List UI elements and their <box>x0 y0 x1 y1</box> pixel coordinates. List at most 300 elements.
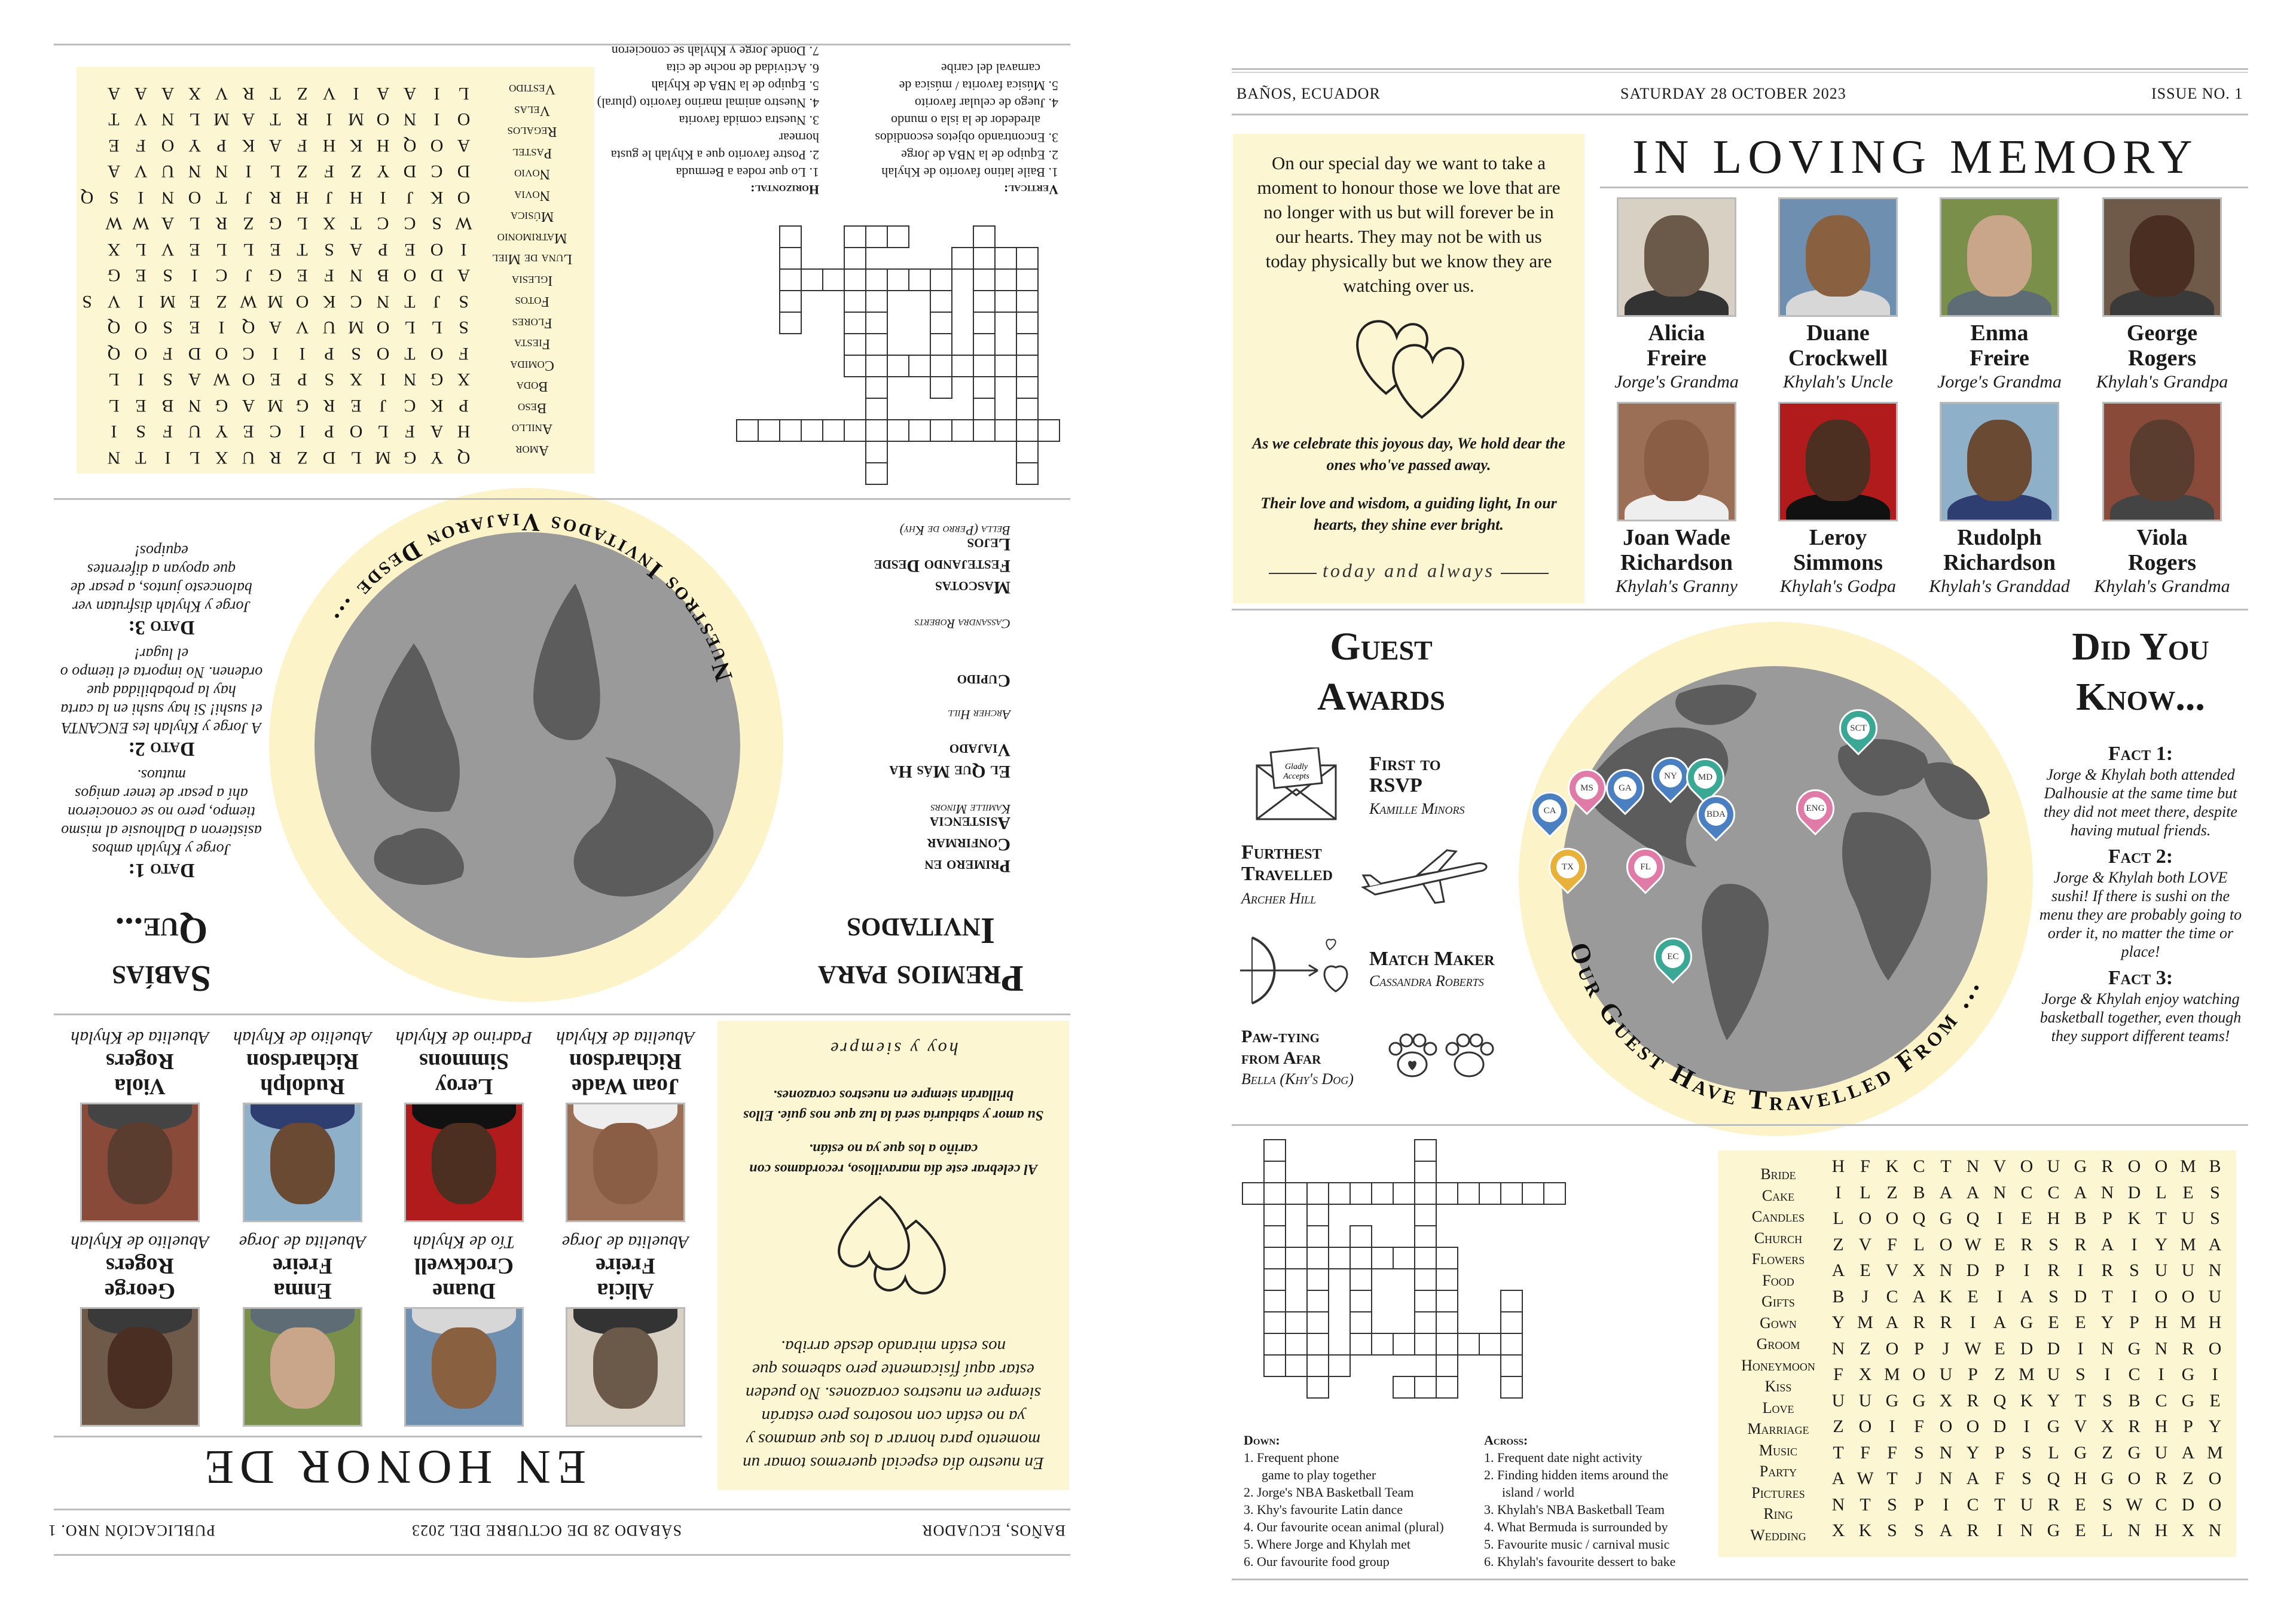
wordsearch-letter[interactable]: N <box>2127 1521 2141 1540</box>
wordsearch-letter[interactable]: P <box>324 422 334 442</box>
crossword-cell[interactable] <box>866 398 887 420</box>
wordsearch-letter[interactable]: H <box>2074 1469 2087 1488</box>
wordsearch-letter[interactable]: R <box>1967 1390 1979 1411</box>
crossword-cell[interactable] <box>866 441 887 463</box>
crossword-cell[interactable] <box>844 420 866 441</box>
wordsearch-letter[interactable]: O <box>349 422 363 442</box>
wordsearch-letter[interactable]: E <box>135 396 146 416</box>
crossword-cell[interactable] <box>737 420 758 441</box>
wordsearch-letter[interactable]: N <box>349 265 363 286</box>
wordsearch-letter[interactable]: H <box>376 136 390 155</box>
wordsearch-letter[interactable]: I <box>1996 1521 2003 1540</box>
wordsearch-letter[interactable]: S <box>2022 1469 2032 1488</box>
wordsearch-letter[interactable]: G <box>107 265 121 286</box>
wordsearch-letter[interactable]: H <box>457 422 471 442</box>
crossword-cell[interactable] <box>887 226 909 248</box>
wordsearch-letter[interactable]: N <box>107 448 121 468</box>
wordsearch-letter[interactable]: Q <box>107 344 121 364</box>
wordsearch-letter[interactable]: V <box>134 109 148 130</box>
wordsearch-letter[interactable]: I <box>164 448 171 468</box>
wordsearch-letter[interactable]: O <box>376 344 390 364</box>
wordsearch-letter[interactable]: Y <box>430 448 444 468</box>
wordsearch-letter[interactable]: A <box>430 422 444 442</box>
wordsearch-letter[interactable]: K <box>2127 1208 2141 1228</box>
crossword-cell[interactable] <box>866 377 887 398</box>
wordsearch-letter[interactable]: P <box>324 344 334 364</box>
wordsearch-letter[interactable]: W <box>2126 1494 2143 1515</box>
wordsearch-letter[interactable]: T <box>350 213 362 234</box>
wordsearch-letter[interactable]: I <box>299 344 306 364</box>
wordsearch-letter[interactable]: R <box>2155 1469 2167 1488</box>
wordsearch-letter[interactable]: U <box>188 422 201 442</box>
wordsearch-letter[interactable]: L <box>189 109 200 130</box>
wordsearch-letter[interactable]: A <box>2100 1234 2114 1254</box>
wordsearch-letter[interactable]: B <box>161 396 174 416</box>
wordsearch-letter[interactable]: Y <box>1831 1312 1845 1332</box>
wordsearch-letter[interactable]: T <box>2102 1286 2113 1306</box>
wordsearch-letter[interactable]: I <box>2104 1364 2111 1384</box>
crossword-cell[interactable] <box>1372 1183 1393 1204</box>
wordsearch-letter[interactable]: S <box>1887 1494 1897 1515</box>
crossword-cell[interactable] <box>1393 1247 1415 1269</box>
crossword-cell[interactable] <box>1436 1290 1458 1312</box>
wordsearch-letter[interactable]: U <box>322 318 336 338</box>
wordsearch-letter[interactable]: O <box>2020 1156 2034 1176</box>
wordsearch-letter[interactable]: O <box>2208 1494 2222 1515</box>
crossword-cell[interactable] <box>1329 1355 1350 1376</box>
wordsearch-letter[interactable]: M <box>2180 1156 2196 1176</box>
wordsearch-letter[interactable]: D <box>1993 1417 2007 1436</box>
crossword-cell[interactable] <box>1016 355 1038 377</box>
crossword-cell[interactable] <box>1016 312 1038 334</box>
wordsearch-letter[interactable]: R <box>215 213 228 234</box>
crossword-cell[interactable] <box>995 248 1016 269</box>
wordsearch-letter[interactable]: H <box>2047 1208 2060 1228</box>
wordsearch-letter[interactable]: X <box>1912 1260 1926 1280</box>
wordsearch-letter[interactable]: K <box>242 136 255 155</box>
crossword-cell[interactable] <box>1264 1290 1286 1312</box>
wordsearch-letter[interactable]: L <box>404 318 416 338</box>
crossword-cell[interactable] <box>887 355 909 377</box>
wordsearch-letter[interactable]: Z <box>297 448 308 468</box>
wordsearch-letter[interactable]: L <box>297 213 308 234</box>
crossword-cell[interactable] <box>1307 1355 1329 1376</box>
wordsearch-letter[interactable]: Z <box>1994 1364 2005 1384</box>
wordsearch-letter[interactable]: I <box>460 240 467 260</box>
wordsearch-letter[interactable]: I <box>2158 1364 2164 1384</box>
wordsearch-letter[interactable]: A <box>242 109 255 130</box>
wordsearch-letter[interactable]: N <box>161 109 175 130</box>
crossword-cell[interactable] <box>1544 1183 1565 1204</box>
crossword-cell[interactable] <box>1016 441 1038 463</box>
wordsearch-letter[interactable]: R <box>2128 1417 2141 1436</box>
crossword-cell[interactable] <box>1016 463 1038 484</box>
wordsearch-letter[interactable]: E <box>2182 1182 2194 1202</box>
wordsearch-letter[interactable]: A <box>1831 1260 1845 1280</box>
crossword-cell[interactable] <box>1415 1312 1436 1333</box>
wordsearch-letter[interactable]: C <box>215 265 228 286</box>
crossword-cell[interactable] <box>1264 1140 1286 1161</box>
wordsearch-letter[interactable]: I <box>433 84 440 103</box>
wordsearch-letter[interactable]: Q <box>1993 1390 2007 1411</box>
crossword-cell[interactable] <box>1286 1183 1307 1204</box>
wordsearch-letter[interactable]: A <box>107 161 121 182</box>
wordsearch-letter[interactable]: C <box>2155 1390 2167 1411</box>
wordsearch-letter[interactable]: S <box>163 265 173 286</box>
wordsearch-letter[interactable]: T <box>270 109 281 130</box>
wordsearch-letter[interactable]: A <box>107 84 121 103</box>
wordsearch-letter[interactable]: O <box>134 318 148 338</box>
wordsearch-letter[interactable]: F <box>297 136 307 155</box>
wordsearch-letter[interactable]: X <box>457 370 471 390</box>
wordsearch-letter[interactable]: A <box>161 213 175 234</box>
wordsearch-letter[interactable]: N <box>1993 1182 2007 1202</box>
wordsearch-letter[interactable]: A <box>2020 1286 2034 1306</box>
wordsearch-letter[interactable]: O <box>2208 1469 2222 1488</box>
crossword-cell[interactable] <box>844 355 866 377</box>
wordsearch-letter[interactable]: B <box>2074 1208 2087 1228</box>
crossword-cell[interactable] <box>1501 1333 1522 1355</box>
wordsearch-letter[interactable]: G <box>2127 1338 2141 1359</box>
wordsearch-letter[interactable]: O <box>1858 1417 1872 1436</box>
wordsearch-letter[interactable]: N <box>188 396 201 416</box>
wordsearch-letter[interactable]: U <box>2154 1260 2168 1280</box>
crossword-cell[interactable] <box>973 355 995 377</box>
wordsearch-letter[interactable]: G <box>430 370 444 390</box>
crossword-cell[interactable] <box>1350 1312 1372 1333</box>
crossword-cell[interactable] <box>1393 1333 1415 1355</box>
wordsearch-letter[interactable]: L <box>1913 1234 1925 1254</box>
wordsearch-letter[interactable]: E <box>270 240 281 260</box>
wordsearch-letter[interactable]: M <box>348 109 364 130</box>
wordsearch-letter[interactable]: Z <box>297 84 308 103</box>
wordsearch-letter[interactable]: R <box>1913 1312 1925 1332</box>
wordsearch-letter[interactable]: I <box>380 370 386 390</box>
wordsearch-letter[interactable]: N <box>2208 1521 2222 1540</box>
wordsearch-letter[interactable]: Y <box>2047 1390 2060 1411</box>
wordsearch-letter[interactable]: Y <box>2154 1234 2168 1254</box>
crossword-cell[interactable] <box>1436 1247 1458 1269</box>
wordsearch-letter[interactable]: O <box>1939 1417 1953 1436</box>
wordsearch-letter[interactable]: V <box>1885 1260 1899 1280</box>
wordsearch-letter[interactable]: L <box>216 240 227 260</box>
wordsearch-letter[interactable]: I <box>1970 1312 1976 1332</box>
crossword-cell[interactable] <box>1350 1333 1372 1355</box>
wordsearch-letter[interactable]: S <box>163 370 173 390</box>
wordsearch-letter[interactable]: U <box>1831 1390 1845 1411</box>
crossword-cell[interactable] <box>1286 1247 1307 1269</box>
wordsearch-letter[interactable]: O <box>2154 1286 2168 1306</box>
wordsearch-letter[interactable]: N <box>1939 1469 1953 1488</box>
crossword-cell[interactable] <box>1415 1204 1436 1226</box>
wordsearch-letter[interactable]: I <box>1889 1417 1895 1436</box>
crossword-cell[interactable] <box>780 312 801 334</box>
wordsearch-letter[interactable]: S <box>2075 1364 2086 1384</box>
wordsearch-letter[interactable]: M <box>348 318 364 338</box>
wordsearch-letter[interactable]: E <box>297 265 308 286</box>
wordsearch-letter[interactable]: A <box>1939 1182 1953 1202</box>
wordsearch-letter[interactable]: G <box>2047 1417 2060 1436</box>
wordsearch-letter[interactable]: I <box>353 84 359 103</box>
crossword-cell[interactable] <box>1307 1290 1329 1312</box>
wordsearch-letter[interactable]: N <box>161 188 175 207</box>
wordsearch-letter[interactable]: C <box>430 161 443 182</box>
wordsearch-letter[interactable]: J <box>1942 1338 1950 1359</box>
crossword-cell[interactable] <box>973 291 995 312</box>
wordsearch-letter[interactable]: L <box>108 396 120 416</box>
wordsearch-letter[interactable]: G <box>268 265 282 286</box>
wordsearch-letter[interactable]: L <box>243 240 254 260</box>
crossword-cell[interactable] <box>909 420 930 441</box>
wordsearch-letter[interactable]: F <box>1833 1364 1843 1384</box>
wordsearch-letter[interactable]: M <box>2019 1364 2035 1384</box>
crossword-cell[interactable] <box>1350 1290 1372 1312</box>
wordsearch-letter[interactable]: S <box>324 370 334 390</box>
wordsearch-letter[interactable]: O <box>295 292 309 312</box>
wordsearch-letter[interactable]: Z <box>297 161 308 182</box>
wordsearch-letter[interactable]: Y <box>376 161 390 182</box>
wordsearch-letter[interactable]: P <box>1995 1260 2005 1280</box>
wordsearch-letter[interactable]: I <box>272 344 279 364</box>
wordsearch-letter[interactable]: I <box>299 422 306 442</box>
wordsearch-letter[interactable]: P <box>1914 1338 1924 1359</box>
wordsearch-letter[interactable]: L <box>108 370 120 390</box>
wordsearch-letter[interactable]: N <box>1939 1442 1953 1463</box>
wordsearch-letter[interactable]: S <box>2210 1182 2220 1202</box>
wordsearch-letter[interactable]: T <box>1860 1494 1871 1515</box>
wordsearch-letter[interactable]: C <box>377 213 389 234</box>
wordsearch-letter[interactable]: M <box>1857 1312 1873 1332</box>
crossword-cell[interactable] <box>866 355 887 377</box>
crossword-cell[interactable] <box>866 291 887 312</box>
crossword-cell[interactable] <box>909 269 930 291</box>
wordsearch-letter[interactable]: T <box>2155 1208 2167 1228</box>
wordsearch-letter[interactable]: I <box>1835 1182 1842 1202</box>
crossword-cell[interactable] <box>1350 1226 1372 1247</box>
wordsearch-letter[interactable]: F <box>459 344 469 364</box>
wordsearch-letter[interactable]: R <box>1967 1521 1979 1540</box>
crossword-cell[interactable] <box>1307 1312 1329 1333</box>
wordsearch-letter[interactable]: U <box>2047 1364 2060 1384</box>
wordsearch-letter[interactable]: S <box>163 318 173 338</box>
wordsearch-letter[interactable]: O <box>2154 1156 2168 1176</box>
wordsearch-letter[interactable]: D <box>188 344 201 364</box>
wordsearch-letter[interactable]: X <box>2181 1521 2195 1540</box>
wordsearch-letter[interactable]: I <box>2077 1338 2084 1359</box>
crossword-cell[interactable] <box>1038 420 1060 441</box>
crossword-cell[interactable] <box>1307 1376 1329 1398</box>
wordsearch-letter[interactable]: H <box>2154 1417 2168 1436</box>
wordsearch-letter[interactable]: R <box>2182 1338 2194 1359</box>
wordsearch-letter[interactable]: S <box>2048 1286 2059 1306</box>
wordsearch-letter[interactable]: G <box>2181 1364 2195 1384</box>
crossword-cell[interactable] <box>866 334 887 355</box>
wordsearch-letter[interactable]: O <box>1858 1208 1872 1228</box>
wordsearch-letter[interactable]: G <box>215 396 228 416</box>
wordsearch-letter[interactable]: A <box>457 265 471 286</box>
crossword-cell[interactable] <box>1016 269 1038 291</box>
crossword-cell[interactable] <box>973 269 995 291</box>
wordsearch-letter[interactable]: G <box>2047 1521 2060 1540</box>
wordsearch-letter[interactable]: C <box>2020 1182 2033 1202</box>
crossword-cell[interactable] <box>1264 1269 1286 1290</box>
wordsearch-letter[interactable]: O <box>134 344 148 364</box>
crossword-cell[interactable] <box>1016 377 1038 398</box>
wordsearch-letter[interactable]: I <box>2077 1260 2084 1280</box>
wordsearch-letter[interactable]: I <box>2131 1234 2138 1254</box>
wordsearch-letter[interactable]: W <box>1857 1469 1874 1488</box>
wordsearch-letter[interactable]: T <box>404 292 416 312</box>
wordsearch-letter[interactable]: L <box>1833 1208 1844 1228</box>
wordsearch-letter[interactable]: N <box>1966 1156 1980 1176</box>
wordsearch-letter[interactable]: I <box>326 109 332 130</box>
wordsearch-letter[interactable]: C <box>2047 1182 2060 1202</box>
wordsearch-letter[interactable]: F <box>1860 1156 1870 1176</box>
wordsearch-letter[interactable]: A <box>403 84 417 103</box>
wordsearch-letter[interactable]: G <box>2074 1442 2087 1463</box>
wordsearch-letter[interactable]: Y <box>1966 1442 1980 1463</box>
wordsearch-letter[interactable]: R <box>323 396 335 416</box>
crossword-cell[interactable] <box>1372 1333 1393 1355</box>
crossword-cell[interactable] <box>1350 1269 1372 1290</box>
wordsearch-letter[interactable]: L <box>458 84 469 103</box>
wordsearch-letter[interactable]: N <box>2154 1338 2168 1359</box>
wordsearch-letter[interactable]: W <box>105 213 123 234</box>
wordsearch-letter[interactable]: S <box>2210 1208 2220 1228</box>
crossword-cell[interactable] <box>1436 1183 1458 1204</box>
wordsearch-letter[interactable]: A <box>242 396 255 416</box>
wordsearch-letter[interactable]: Z <box>1833 1234 1844 1254</box>
wordsearch-letter[interactable]: P <box>216 136 227 155</box>
wordsearch-letter[interactable]: I <box>191 265 198 286</box>
crossword-cell[interactable] <box>844 269 866 291</box>
wordsearch-letter[interactable]: E <box>2021 1208 2032 1228</box>
wordsearch-letter[interactable]: E <box>189 240 200 260</box>
crossword-cell[interactable] <box>1415 1333 1436 1355</box>
wordsearch-letter[interactable]: A <box>1939 1521 1953 1540</box>
crossword-cell[interactable] <box>995 420 1016 441</box>
wordsearch-letter[interactable]: E <box>1860 1260 1871 1280</box>
wordsearch-letter[interactable]: P <box>1968 1364 1978 1384</box>
wordsearch-letter[interactable]: A <box>2074 1182 2087 1202</box>
wordsearch-letter[interactable]: E <box>189 292 200 312</box>
wordsearch-letter[interactable]: R <box>2101 1260 2114 1280</box>
wordsearch-letter[interactable]: L <box>377 422 389 442</box>
wordsearch-letter[interactable]: X <box>215 448 228 468</box>
wordsearch-letter[interactable]: L <box>1860 1182 1871 1202</box>
wordsearch-letter[interactable]: W <box>213 370 230 390</box>
wordsearch-letter[interactable]: I <box>2023 1260 2030 1280</box>
wordsearch-letter[interactable]: J <box>245 188 252 207</box>
crossword-cell[interactable] <box>1501 1312 1522 1333</box>
wordsearch-letter[interactable]: G <box>403 448 417 468</box>
wordsearch-letter[interactable]: W <box>1964 1234 1981 1254</box>
crossword-cell[interactable] <box>1307 1333 1329 1355</box>
wordsearch-letter[interactable]: X <box>107 240 121 260</box>
crossword-cell[interactable] <box>1307 1269 1329 1290</box>
wordsearch-letter[interactable]: O <box>1966 1417 1980 1436</box>
wordsearch-letter[interactable]: Y <box>215 422 228 442</box>
crossword-cell[interactable] <box>1264 1226 1286 1247</box>
crossword-cell[interactable] <box>780 420 801 441</box>
wordsearch-letter[interactable]: T <box>404 344 416 364</box>
wordsearch-letter[interactable]: O <box>457 188 471 207</box>
crossword-cell[interactable] <box>1415 1183 1436 1204</box>
crossword-cell[interactable] <box>1436 1312 1458 1333</box>
crossword-cell[interactable] <box>1415 1290 1436 1312</box>
wordsearch-letter[interactable]: U <box>1939 1364 1953 1384</box>
wordsearch-letter[interactable]: L <box>189 448 200 468</box>
wordsearch-letter[interactable]: Z <box>1860 1338 1871 1359</box>
wordsearch-letter[interactable]: Z <box>216 292 227 312</box>
wordsearch-letter[interactable]: K <box>1858 1521 1872 1540</box>
crossword-cell[interactable] <box>1286 1355 1307 1376</box>
crossword-cell[interactable] <box>1436 1376 1458 1398</box>
crossword-cell[interactable] <box>1016 398 1038 420</box>
wordsearch-letter[interactable]: T <box>2075 1390 2086 1411</box>
wordsearch-letter[interactable]: O <box>1885 1338 1899 1359</box>
wordsearch-letter[interactable]: N <box>188 161 201 182</box>
crossword-cell[interactable] <box>758 420 780 441</box>
wordsearch-letter[interactable]: Q <box>403 136 417 155</box>
wordsearch-letter[interactable]: J <box>379 396 387 416</box>
wordsearch-letter[interactable]: E <box>2209 1390 2221 1411</box>
wordsearch-letter[interactable]: C <box>1913 1156 1925 1176</box>
wordsearch-letter[interactable]: G <box>2100 1469 2114 1488</box>
wordsearch-letter[interactable]: R <box>1940 1312 1952 1332</box>
wordsearch-letter[interactable]: D <box>457 161 471 182</box>
wordsearch-letter[interactable]: N <box>1831 1338 1845 1359</box>
crossword-cell[interactable] <box>1307 1247 1329 1269</box>
wordsearch-letter[interactable]: T <box>297 240 308 260</box>
wordsearch-letter[interactable]: A <box>268 136 282 155</box>
wordsearch-letter[interactable]: M <box>2180 1312 2196 1332</box>
wordsearch-letter[interactable]: G <box>295 396 309 416</box>
crossword-cell[interactable] <box>823 269 844 291</box>
crossword-cell[interactable] <box>1479 1183 1501 1204</box>
crossword-cell[interactable] <box>1393 1183 1415 1204</box>
wordsearch-letter[interactable]: P <box>378 240 388 260</box>
wordsearch-letter[interactable]: A <box>134 84 148 103</box>
wordsearch-letter[interactable]: I <box>138 292 144 312</box>
crossword-cell[interactable] <box>1479 1333 1501 1355</box>
wordsearch-letter[interactable]: I <box>245 161 252 182</box>
crossword-cell[interactable] <box>930 334 952 355</box>
crossword-cell[interactable] <box>1372 1247 1393 1269</box>
wordsearch-letter[interactable]: E <box>2075 1521 2086 1540</box>
wordsearch-letter[interactable]: H <box>1831 1156 1845 1176</box>
wordsearch-letter[interactable]: G <box>2020 1312 2034 1332</box>
wordsearch-letter[interactable]: T <box>1886 1469 1898 1488</box>
crossword-cell[interactable] <box>973 312 995 334</box>
wordsearch-letter[interactable]: R <box>269 448 282 468</box>
crossword-cell[interactable] <box>973 248 995 269</box>
wordsearch-letter[interactable]: F <box>1887 1442 1897 1463</box>
wordsearch-letter[interactable]: Z <box>1886 1182 1898 1202</box>
wordsearch-letter[interactable]: I <box>1943 1494 1949 1515</box>
wordsearch-letter[interactable]: S <box>109 188 119 207</box>
crossword-cell[interactable] <box>1016 291 1038 312</box>
wordsearch-letter[interactable]: O <box>2127 1469 2141 1488</box>
wordsearch-letter[interactable]: H <box>295 188 309 207</box>
crossword-cell[interactable] <box>1415 1376 1436 1398</box>
wordsearch-letter[interactable]: B <box>1832 1286 1845 1306</box>
wordsearch-letter[interactable]: G <box>1885 1390 1899 1411</box>
wordsearch-letter[interactable]: V <box>107 292 121 312</box>
wordsearch-letter[interactable]: A <box>2208 1234 2222 1254</box>
wordsearch-letter[interactable]: W <box>1964 1338 1981 1359</box>
wordsearch-letter[interactable]: A <box>161 84 175 103</box>
